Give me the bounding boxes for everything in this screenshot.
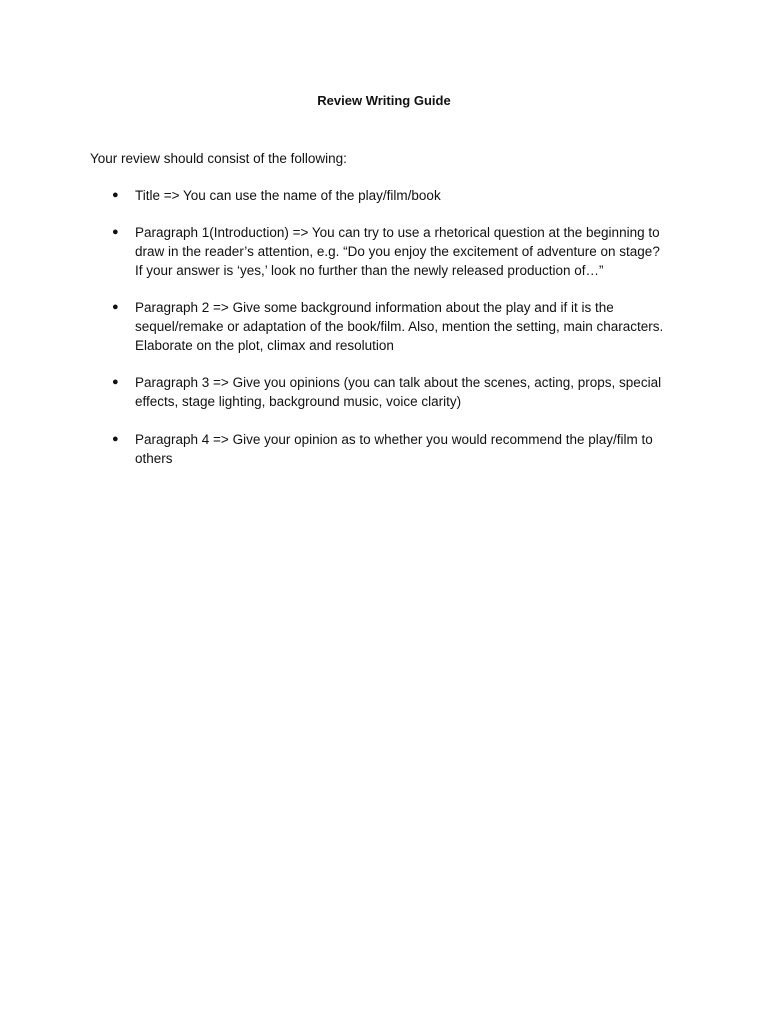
- text-line: Title => You can use the name of the play/film/book: [135, 188, 441, 203]
- list-item-text: [135, 298, 695, 355]
- text-line: Paragraph 4 => Give your opinion as to whether you would recommend the play/film to: [135, 432, 653, 447]
- bullet-icon: ●: [112, 226, 119, 238]
- text-line: Paragraph 2 => Give some background information about the play and if it is the: [135, 300, 614, 315]
- text-line: Paragraph 1(Introduction) => You can try to use a rhetorical question at the beginning to: [135, 225, 660, 240]
- bullet-icon: ●: [112, 189, 119, 201]
- text-line: sequel/remake or adaptation of the book/film. Also, mention the setting, main characters.: [135, 319, 664, 334]
- list-item-text: [135, 430, 695, 468]
- text-line: draw in the reader’s attention, e.g. “Do you enjoy the excitement of adventure on stage?: [135, 244, 660, 259]
- document-title: Review Writing Guide: [317, 93, 451, 108]
- intro-text: Your review should consist of the following:: [90, 151, 347, 166]
- list-item-text: [135, 186, 695, 205]
- bullet-icon: ●: [112, 433, 119, 445]
- list-item-text: [135, 223, 695, 280]
- bullet-icon: ●: [112, 301, 119, 313]
- text-line: If your answer is ‘yes,’ look no further than the newly released production of…”: [135, 263, 604, 278]
- bullet-icon: ●: [112, 376, 119, 388]
- text-line: Paragraph 3 => Give you opinions (you can talk about the scenes, acting, props, special: [135, 375, 662, 390]
- text-line: Elaborate on the plot, climax and resolution: [135, 338, 394, 353]
- text-line: effects, stage lighting, background music, voice clarity): [135, 394, 462, 409]
- list-item-text: [135, 373, 695, 411]
- text-line: others: [135, 451, 173, 466]
